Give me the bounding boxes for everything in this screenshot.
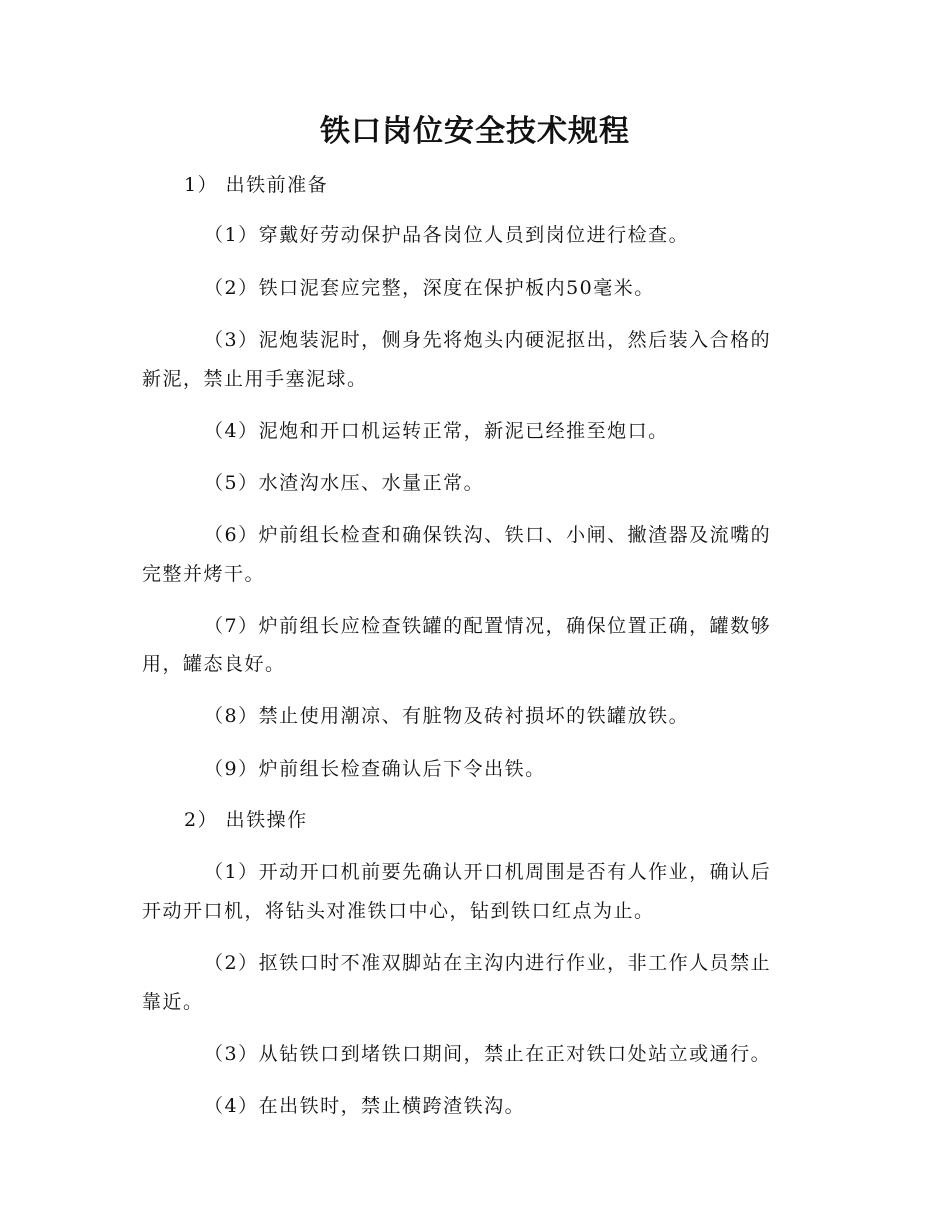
section-heading-preparation: 1） 出铁前准备 xyxy=(184,174,329,196)
paragraph-line: 完整并烤干。 xyxy=(142,563,266,585)
section-heading-operation: 2） 出铁操作 xyxy=(184,809,308,831)
paragraph-line: （1）穿戴好劳动保护品各岗位人员到岗位进行检查。 xyxy=(204,224,690,246)
paragraph-line: （3）从钻铁口到堵铁口期间，禁止在正对铁口处站立或通行。 xyxy=(204,1043,772,1065)
paragraph-line: 开动开口机，将钻头对准铁口中心，钻到铁口红点为止。 xyxy=(142,900,655,922)
paragraph-line: （2）抠铁口时不准双脚站在主沟内进行作业，非工作人员禁止 xyxy=(204,952,772,974)
paragraph-line: （5）水渣沟水压、水量正常。 xyxy=(204,472,485,494)
paragraph-line: 新泥，禁止用手塞泥球。 xyxy=(142,368,368,390)
paragraph-line: 靠近。 xyxy=(142,991,204,1013)
paragraph-line: （4）在出铁时，禁止横跨渣铁沟。 xyxy=(204,1095,526,1117)
document-title: 铁口岗位安全技术规程 xyxy=(320,114,630,149)
paragraph-line: （4）泥炮和开口机运转正常，新泥已经推至炮口。 xyxy=(204,420,669,442)
paragraph-line: （3）泥炮装泥时，侧身先将炮头内硬泥抠出，然后装入合格的 xyxy=(204,329,772,351)
paragraph-line: （1）开动开口机前要先确认开口机周围是否有人作业，确认后 xyxy=(204,861,772,883)
paragraph-line: 用，罐态良好。 xyxy=(142,653,286,675)
paragraph-line: （2）铁口泥套应完整，深度在保护板内50毫米。 xyxy=(204,277,655,299)
paragraph-line: （7）炉前组长应检查铁罐的配置情况，确保位置正确，罐数够 xyxy=(204,615,772,637)
paragraph-line: （8）禁止使用潮凉、有脏物及砖衬损坏的铁罐放铁。 xyxy=(204,705,690,727)
paragraph-line: （6）炉前组长检查和确保铁沟、铁口、小闸、撇渣器及流嘴的 xyxy=(204,524,772,546)
paragraph-line: （9）炉前组长检查确认后下令出铁。 xyxy=(204,758,546,780)
